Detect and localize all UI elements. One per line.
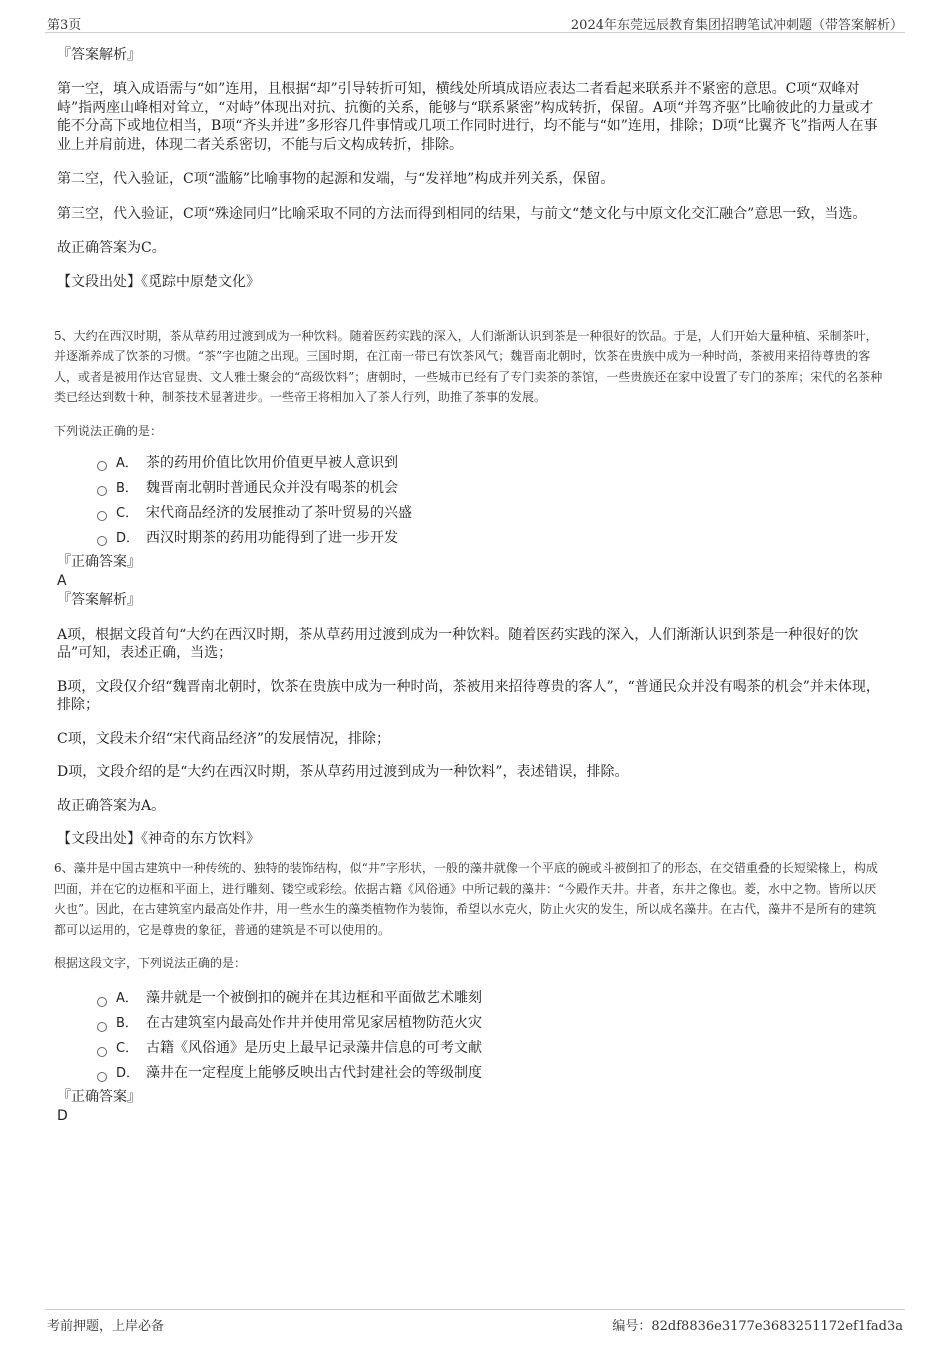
option-c[interactable]: C． 宋代商品经济的发展推动了茶叶贸易的兴盛 <box>97 501 887 526</box>
radio-icon[interactable] <box>97 1072 107 1082</box>
page-footer <box>45 1309 905 1334</box>
analysis-label: 『答案解析』 <box>57 47 141 63</box>
analysis-paragraph: C项，文段未介绍“宋代商品经济”的发展情况，排除； <box>57 730 391 747</box>
footer-slogan: 考前押题，上岸必备 <box>47 1319 165 1334</box>
conclusion: 故正确答案为C。 <box>57 240 166 256</box>
document-body <box>54 46 887 1125</box>
option-d[interactable]: D． 藻井在一定程度上能够反映出古代封建社会的等级制度 <box>97 1061 887 1086</box>
analysis-paragraph: B项，文段仅介绍“魏晋南北朝时，饮茶在贵族中成为一种时尚，茶被用来招待尊贵的客人”，“普通民众并没有喝茶的机会”并未体现，排除； <box>57 678 880 713</box>
radio-icon[interactable] <box>97 1022 107 1032</box>
option-c[interactable]: C． 古籍《风俗通》是历史上最早记录藻井信息的可考文献 <box>97 1036 887 1061</box>
correct-answer: A <box>57 572 67 589</box>
radio-icon[interactable] <box>97 511 107 521</box>
question-6-text: 6、藻井是中国古建筑中一种传统的、独特的装饰结构，似“井”字形状，一般的藻井就像一个平底的碗或斗被倒扣了的形态，在交错重叠的长短梁椽上，构成凹面，并在它的边框和平面上，进行雕刻、镂空或彩绘。依据古籍《风俗通》中所记载的藻井：“今殿作天井。井者，东井之像也。菱，水中之物。皆所以厌火也”。因此，在古建筑室内最高处作井，用一些水生的藻类植物作为装饰，希望以水克火，防止火灾的发生，所以成名藻井。在古代，藻井不是所有的建筑都可以运用的，它是尊贵的象征，普通的建筑是不可以使用的。 <box>54 861 878 937</box>
option-b[interactable]: B． 魏晋南北朝时普通民众并没有喝茶的机会 <box>97 476 887 501</box>
radio-icon[interactable] <box>97 461 107 471</box>
radio-icon[interactable] <box>97 536 107 546</box>
question-5-options <box>57 451 887 551</box>
page-number: 第3页 <box>47 18 82 33</box>
question-5-prompt: 下列说法正确的是： <box>54 423 163 438</box>
correct-answer: D <box>57 1108 68 1124</box>
radio-icon[interactable] <box>97 1047 107 1057</box>
analysis-paragraph: A项，根据文段首句“大约在西汉时期，茶从草药用过渡到成为一种饮料。随着医药实践的深入，人们渐渐认识到茶是一种很好的饮品”可知，表述正确，当选； <box>57 626 859 661</box>
answer-label: 『正确答案』 <box>57 553 141 570</box>
passage-source: 【文段出处】《觅踪中原楚文化》 <box>57 273 260 290</box>
analysis-paragraph: D项，文段介绍的是“大约在西汉时期，茶从草药用过渡到成为一种饮料”，表述错误，排除。 <box>57 764 629 780</box>
question-6-options <box>57 986 887 1086</box>
option-a[interactable]: A． 茶的药用价值比饮用价值更早被人意识到 <box>97 451 887 476</box>
radio-icon[interactable] <box>97 997 107 1007</box>
radio-icon[interactable] <box>97 486 107 496</box>
option-d[interactable]: D． 西汉时期茶的药用功能得到了进一步开发 <box>97 526 887 551</box>
document-code: 编号：82df8836e3177e3683251172ef1fad3a <box>612 1319 903 1334</box>
document-title: 2024年东莞远辰教育集团招聘笔试冲刺题（带答案解析） <box>570 18 903 33</box>
passage-source: 【文段出处】《神奇的东方饮料》 <box>57 831 260 847</box>
conclusion: 故正确答案为A。 <box>57 797 166 814</box>
analysis-paragraph: 第一空，填入成语需与“如”连用，且根据“却”引导转折可知，横线处所填成语应表达二者看起来联系并不紧密的意思。C项“双峰对峙”指两座山峰相对耸立，“对峙”体现出对抗、抗衡的关系，能够与“联系紧密”构成转折，保留。A项“并驾齐驱”比喻彼此的力量或才能不分高下或地位相当，B项“齐头并进”多形容几件事情或几项工作同时进行，均不能与“如”连用，排除；D项“比翼齐飞”指两人在事业上并肩前进，体现二者关系密切，不能与后文构成转折，排除。 <box>57 81 878 153</box>
option-a[interactable]: A． 藻井就是一个被倒扣的碗并在其边框和平面做艺术雕刻 <box>97 986 887 1011</box>
question-5-text: 5、大约在西汉时期，茶从草药用过渡到成为一种饮料。随着医药实践的深入，人们渐渐认识到茶是一种很好的饮品。于是，人们开始大量种植、采制茶叶，并逐渐养成了饮茶的习惯。“茶”字也随之出现。三国时期，在江南一带已有饮茶风气；魏晋南北朝时，饮茶在贵族中成为一种时尚，茶被用来招待尊贵的客人，或者是被用作达官显贵、文人雅士聚会的“高级饮料”；唐朝时，一些城市已经有了专门卖茶的茶馆，一些贵族还在家中设置了专门的茶库；宋代的名茶种类已经达到数十种，制茶技术显著进步。一些帝王将相加入了茶人行列，助推了茶事的发展。 <box>54 328 883 404</box>
answer-label: 『正确答案』 <box>57 1089 141 1105</box>
analysis-label: 『答案解析』 <box>57 591 141 608</box>
analysis-paragraph: 第三空，代入验证，C项“殊途同归”比喻采取不同的方法而得到相同的结果，与前文“楚文化与中原文化交汇融合”意思一致，当选。 <box>57 205 867 222</box>
analysis-paragraph: 第二空，代入验证，C项“滥觞”比喻事物的起源和发端，与“发祥地”构成并列关系，保留。 <box>57 171 615 187</box>
option-b[interactable]: B． 在古建筑室内最高处作井并使用常见家居植物防范火灾 <box>97 1011 887 1036</box>
question-6-prompt: 根据这段文字，下列说法正确的是： <box>54 956 247 970</box>
page-header <box>45 14 905 33</box>
